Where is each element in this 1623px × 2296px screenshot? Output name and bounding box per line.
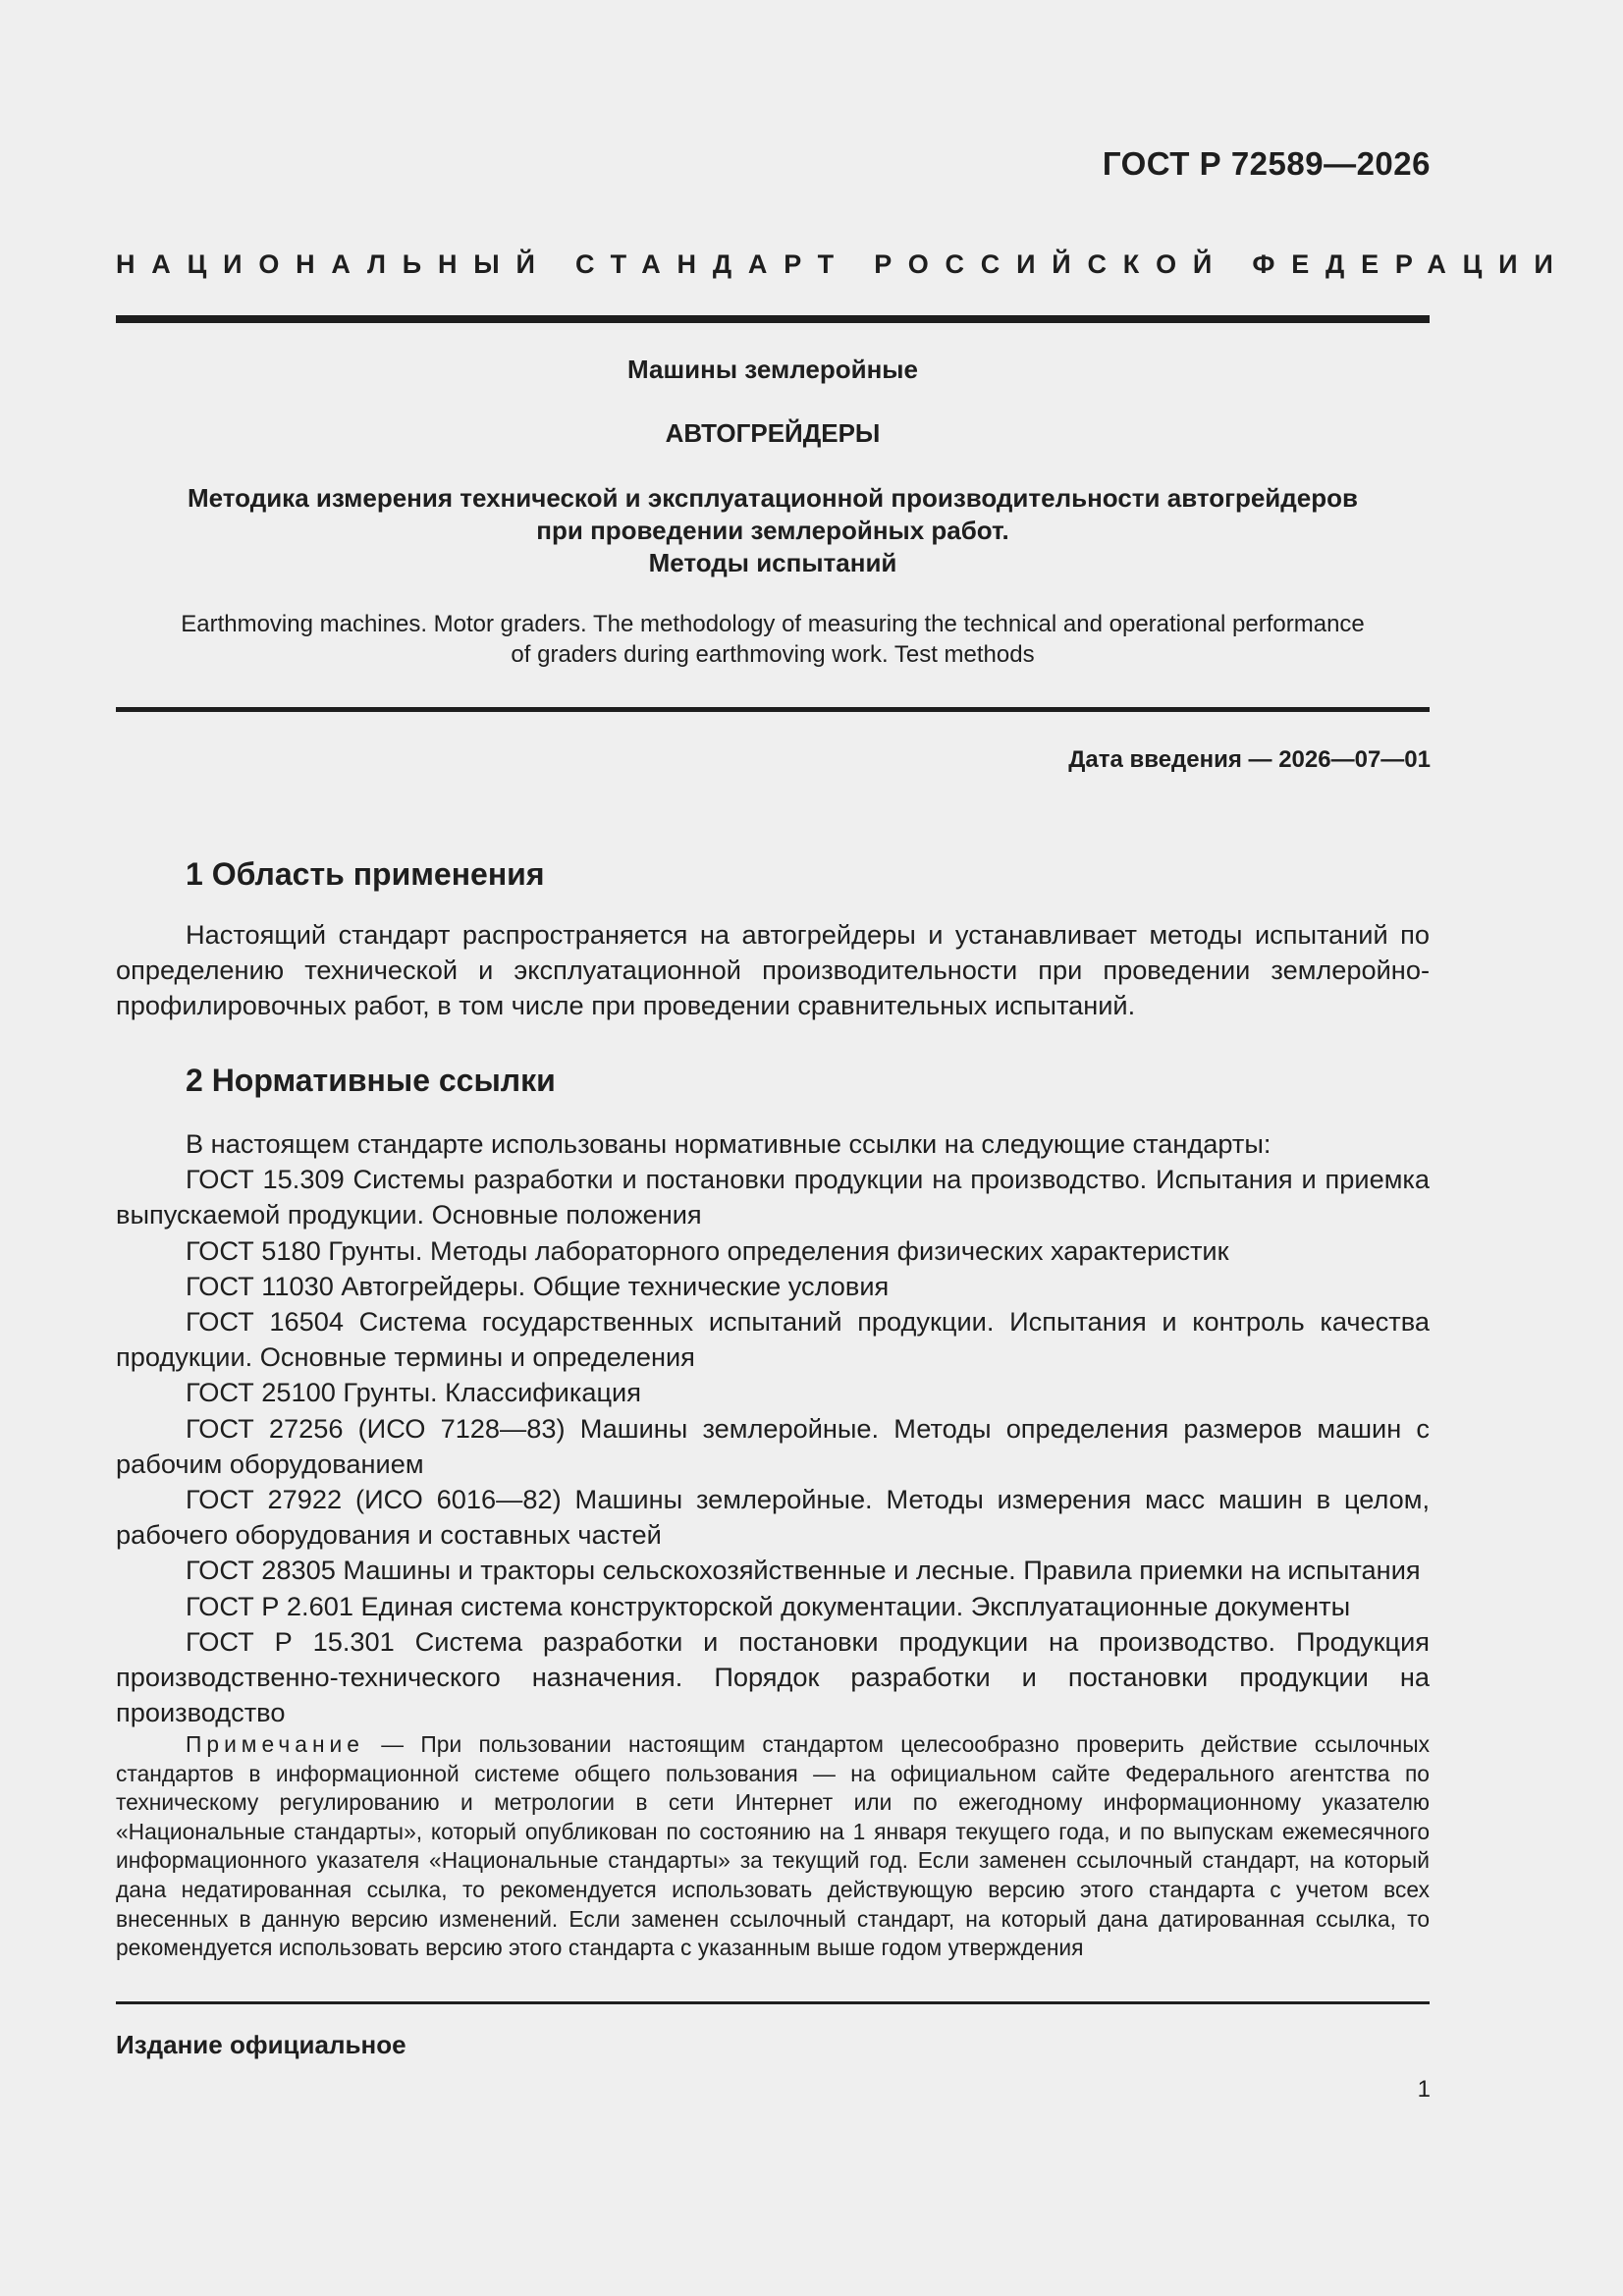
title-methodology-line-3: Методы испытаний bbox=[648, 548, 897, 577]
page-number: 1 bbox=[1417, 2076, 1431, 2103]
reference-note bbox=[116, 1730, 1430, 1963]
reference-item: ГОСТ 27256 (ИСО 7128—83) Машины землеройные. Методы определения размеров машин с рабочим оборудованием bbox=[116, 1412, 1430, 1479]
gost-number: ГОСТ Р 72589—2026 bbox=[1102, 145, 1431, 182]
english-title-line-2: of graders during earthmoving work. Test methods bbox=[511, 641, 1035, 668]
section-1-body bbox=[116, 917, 1430, 1024]
title-motor-graders: АВТОГРЕЙДЕРЫ bbox=[665, 418, 881, 448]
section-2-intro: В настоящем стандарте использованы нормативные ссылки на следующие стандарты: bbox=[186, 1128, 1271, 1159]
reference-item: ГОСТ Р 15.301 Система разработки и постановки продукции на производство. Продукция производственно-технического назначения. Порядок разработки и постановки продукции на производство bbox=[116, 1625, 1430, 1728]
reference-item: ГОСТ 27922 (ИСО 6016—82) Машины землеройные. Методы измерения масс машин в целом, рабочего оборудования и составных частей bbox=[116, 1484, 1430, 1551]
intro-date: Дата введения — 2026—07—01 bbox=[1068, 746, 1431, 773]
reference-item: ГОСТ 11030 Автогрейдеры. Общие технические условия bbox=[186, 1270, 890, 1301]
title-methodology bbox=[116, 482, 1430, 579]
reference-item: ГОСТ 28305 Машины и тракторы сельскохозяйственные и лесные. Правила приемки на испытания bbox=[186, 1555, 1421, 1586]
title-machines: Машины землеройные bbox=[627, 355, 918, 384]
reference-item: ГОСТ 16504 Система государственных испытаний продукции. Испытания и контроль качества продукции. Основные термины и определения bbox=[116, 1306, 1430, 1373]
reference-item: ГОСТ 15.309 Системы разработки и постановки продукции на производство. Испытания и приемка выпускаемой продукции. Основные положения bbox=[116, 1164, 1430, 1230]
title-methodology-line-2: при проведении землеройных работ. bbox=[536, 516, 1009, 545]
section-2-body bbox=[116, 1126, 1430, 1730]
english-title-line-1: Earthmoving machines. Motor graders. The methodology of measuring the technical and operational performance bbox=[181, 611, 1365, 637]
reference-item: ГОСТ 25100 Грунты. Классификация bbox=[186, 1377, 641, 1408]
section-1-heading: 1 Область применения bbox=[186, 856, 545, 892]
official-edition-label: Издание официальное bbox=[116, 2030, 406, 2059]
section-1-paragraph: Настоящий стандарт распространяется на автогрейдеры и устанавливает методы испытаний по определению технической и эксплуатационной производительности при проведении землеройно-профилировочных работ, в том числе при проведении сравнительных испытаний. bbox=[116, 919, 1430, 1021]
middle-divider bbox=[116, 707, 1430, 712]
reference-item: ГОСТ 5180 Грунты. Методы лабораторного определения физических характеристик bbox=[186, 1234, 1229, 1266]
note-text: — При пользовании настоящим стандартом целесообразно проверить действие ссылочных стандартов в информационной системе общего пользования — на официальном сайте Федерального агентства по техническому регулированию и метрологии в сети Интернет или по ежегодному информационному указателю «Национальные стандарты», который опубликован по состоянию на 1 января текущего года, и по выпускам ежемесячного информационного указателя «Национальные стандарты» за текущий год. Если заменен ссылочный стандарт, на который дана недатированная ссылка, то рекомендуется использовать действующую версию этого стандарта с учетом всех внесенных в данную версию изменений. Если заменен ссылочный стандарт, на который дана датированная ссылка, то рекомендуется использовать версию этого стандарта с указанным выше годом утверждения bbox=[116, 1731, 1430, 1961]
note-label: Примечание bbox=[186, 1731, 364, 1757]
national-standard-header: НАЦИОНАЛЬНЫЙ СТАНДАРТ РОССИЙСКОЙ ФЕДЕРАЦИИ bbox=[116, 249, 1570, 279]
english-title bbox=[116, 609, 1430, 670]
reference-item: ГОСТ Р 2.601 Единая система конструкторской документации. Эксплуатационные документы bbox=[186, 1590, 1351, 1621]
title-methodology-line-1: Методика измерения технической и эксплуатационной производительности автогрейдеров bbox=[187, 483, 1358, 513]
bottom-divider bbox=[116, 2001, 1430, 2004]
section-2-heading: 2 Нормативные ссылки bbox=[186, 1063, 556, 1098]
top-divider bbox=[116, 315, 1430, 323]
